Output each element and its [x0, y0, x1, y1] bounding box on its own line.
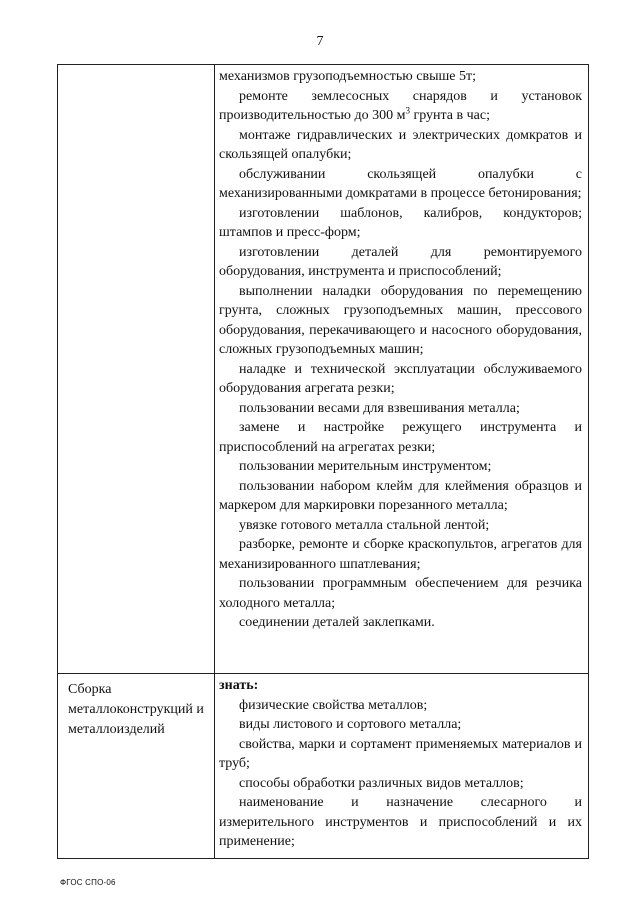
- content-cell: [215, 65, 589, 674]
- list-item: изготовлении деталей для ремонтируемого оборудования, инструмента и приспособлений;: [219, 244, 582, 279]
- section-cell: [58, 65, 215, 674]
- superscript: 3: [405, 105, 410, 116]
- list-item: наименование и назначение слесарного и измерительного инструментов и приспособлений и их применение;: [219, 795, 582, 849]
- list-item: механизмов грузоподъемностью свыше 5т;: [219, 69, 476, 84]
- list-item: разборке, ремонте и сборке краскопультов, агрегатов для механизированного шпатлевания;: [219, 537, 582, 572]
- list-item: пользовании набором клейм для клеймения образцов и маркером для маркировки порезанного металла;: [219, 478, 582, 513]
- list-item: обслуживании скользящей опалубки с механизированными домкратами в процессе бетонирования;: [219, 166, 582, 201]
- list-item: выполнении наладки оборудования по перемещению грунта, сложных грузоподъемных машин, прессового оборудования, перекачивающего и насосного оборудования, сложных грузоподъемных машин;: [219, 283, 582, 357]
- list-item-tail: грунта в час;: [409, 108, 490, 123]
- knowledge-heading: знать:: [219, 678, 259, 693]
- list-item: пользовании весами для взвешивания металла;: [239, 400, 520, 416]
- list-item: наладке и технической эксплуатации обслуживаемого оборудования агрегата резки;: [219, 361, 582, 396]
- list-item: способы обработки различных видов металлов;: [239, 775, 524, 791]
- list-item: монтаже гидравлических и электрических домкратов и скользящей опалубки;: [219, 127, 582, 162]
- footer-code: ФГОС СПО-06: [60, 878, 116, 887]
- list-item: изготовлении шаблонов, калибров, кондукторов; штампов и пресс-форм;: [219, 205, 582, 240]
- list-item: виды листового и сортового металла;: [239, 717, 462, 732]
- list-item: [219, 87, 582, 126]
- section-title-cell: Сборка металлоконструкций и металлоизделий: [58, 674, 215, 859]
- list-item: замене и настройке режущего инструмента и приспособлений на агрегатах резки;: [219, 420, 582, 455]
- list-item: пользовании мерительным инструментом;: [239, 459, 492, 474]
- list-item-text: ремонте землесосных снарядов и установок производительностью до 300 м: [219, 88, 582, 123]
- list-item: пользовании программным обеспечением для резчика холодного металла;: [219, 576, 582, 611]
- list-item: соединении деталей заклепками.: [239, 615, 435, 630]
- list-item: увязке готового металла стальной лентой;: [239, 517, 490, 533]
- page-number: 7: [316, 34, 324, 49]
- list-item: свойства, марки и сортамент применяемых материалов и труб;: [219, 736, 582, 771]
- table-row: [58, 65, 589, 674]
- table-row: [58, 674, 589, 859]
- competency-table: [57, 64, 589, 859]
- list-item: физические свойства металлов;: [239, 697, 428, 713]
- content-cell: [215, 674, 589, 859]
